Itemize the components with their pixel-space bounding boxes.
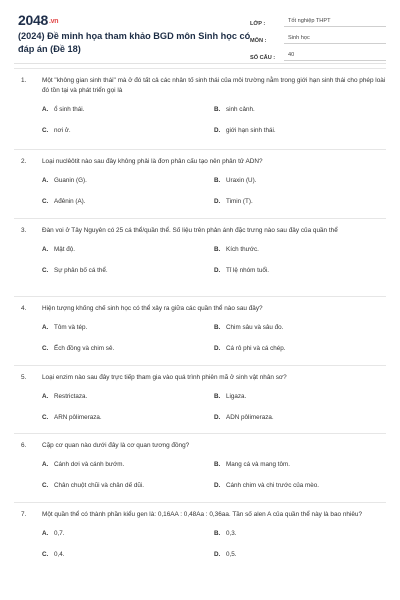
option-letter: C. <box>42 127 49 134</box>
option-text: Mang cá và mang tôm. <box>226 461 291 468</box>
option-text: Chim sâu và sâu đo. <box>226 324 284 331</box>
option-letter: D. <box>214 127 221 134</box>
option-letter: D. <box>214 482 221 489</box>
answer-option[interactable] <box>42 551 214 558</box>
answer-option[interactable] <box>214 267 386 274</box>
option-text: ARN pôlimeraza. <box>54 414 102 421</box>
option-letter: A. <box>42 177 49 184</box>
question-item <box>14 441 386 489</box>
question-item <box>14 373 386 421</box>
meta-value: 40 <box>284 52 386 61</box>
question-text <box>14 226 386 236</box>
answer-option[interactable] <box>214 324 386 331</box>
option-text: 0,3. <box>226 530 237 537</box>
exam-meta <box>250 12 386 63</box>
option-text: Uraxin (U). <box>226 177 257 184</box>
answer-option[interactable] <box>214 106 386 113</box>
answer-option[interactable] <box>42 393 214 400</box>
meta-value: Tốt nghiệp THPT <box>284 18 386 27</box>
question-number: 2. <box>21 158 27 165</box>
question-divider <box>14 218 386 219</box>
answer-option[interactable] <box>42 267 214 274</box>
answer-option[interactable] <box>214 414 386 421</box>
answer-option[interactable] <box>42 530 214 537</box>
answer-options <box>14 246 386 274</box>
option-letter: C. <box>42 482 49 489</box>
question-body: Loại nuclêôtit nào sau đây không phải là đơn phân cấu tạo nên phân tử ADN? <box>42 158 263 165</box>
answer-option[interactable] <box>214 551 386 558</box>
question-divider <box>14 296 386 297</box>
question-divider <box>14 149 386 150</box>
option-text: nơi ở. <box>54 127 71 134</box>
answer-option[interactable] <box>214 530 386 537</box>
option-text: Tôm và tép. <box>54 324 88 331</box>
answer-option[interactable] <box>214 393 386 400</box>
page-title: (2024) Đề minh họa tham khảo BGD môn Sinh học có đáp án (Đề 18) <box>18 31 251 54</box>
answer-option[interactable] <box>42 324 214 331</box>
option-text: Guanin (G). <box>54 177 87 184</box>
option-text: Cánh dơi và cánh bướm. <box>54 461 125 468</box>
option-text: Ếch đồng và chim sẻ. <box>54 345 115 352</box>
question-divider <box>14 365 386 366</box>
answer-option[interactable] <box>214 177 386 184</box>
option-text: Timin (T). <box>226 198 253 205</box>
question-body: Đàn voi ở Tây Nguyên có 25 cá thể/quần thể. Số liệu trên phản ánh đặc trưng nào sau đây của quần thể <box>42 227 338 234</box>
option-letter: A. <box>42 461 49 468</box>
answer-option[interactable] <box>214 198 386 205</box>
option-text: Mật độ. <box>54 246 75 253</box>
question-body: Một quần thể có thành phần kiểu gen là: 0,16AA : 0,48Aa : 0,36aa. Tần số alen A của quần thể này là bao nhiêu? <box>42 511 363 518</box>
option-letter: D. <box>214 198 221 205</box>
question-body: Hiện tượng khống chế sinh học có thể xảy ra giữa các quần thể nào sau đây? <box>42 305 263 312</box>
option-letter: B. <box>214 177 221 184</box>
question-text <box>14 441 386 451</box>
option-letter: B. <box>214 246 221 253</box>
question-item <box>14 76 386 134</box>
answer-option[interactable] <box>214 127 386 134</box>
option-text: ổ sinh thái. <box>54 106 85 113</box>
option-letter: D. <box>214 345 221 352</box>
answer-option[interactable] <box>42 127 214 134</box>
question-number: 1. <box>21 77 27 84</box>
question-body: Loại enzim nào sau đây trực tiếp tham gia vào quá trình phiên mã ở sinh vật nhân sơ? <box>42 374 287 381</box>
answer-option[interactable] <box>214 246 386 253</box>
meta-value: Sinh học <box>284 35 386 44</box>
option-text: sinh cảnh. <box>226 106 255 113</box>
answer-option[interactable] <box>42 482 214 489</box>
option-letter: B. <box>214 461 221 468</box>
answer-options <box>14 530 386 558</box>
answer-options <box>14 324 386 352</box>
question-body: Cặp cơ quan nào dưới đây là cơ quan tương đồng? <box>42 442 190 449</box>
question-text <box>14 304 386 314</box>
option-text: ADN pôlimeraza. <box>226 414 274 421</box>
answer-options <box>14 177 386 205</box>
question-item <box>14 226 386 274</box>
answer-option[interactable] <box>42 246 214 253</box>
option-text: Restrictaza. <box>54 393 88 400</box>
question-text <box>14 373 386 383</box>
option-text: Cánh chim và chi trước của mèo. <box>226 482 320 489</box>
option-letter: C. <box>42 267 49 274</box>
answer-option[interactable] <box>42 106 214 113</box>
option-text: 0,5. <box>226 551 237 558</box>
option-letter: B. <box>214 530 221 537</box>
question-number: 4. <box>21 305 27 312</box>
question-item <box>14 304 386 352</box>
question-number: 5. <box>21 374 27 381</box>
question-text <box>14 510 386 520</box>
question-text <box>14 76 386 96</box>
logo-text: 2048 <box>18 12 48 28</box>
option-letter: C. <box>42 345 49 352</box>
meta-row-class <box>250 12 386 27</box>
option-text: Kích thước. <box>226 246 259 253</box>
answer-options <box>14 106 386 134</box>
meta-label: LỚP : <box>250 21 266 27</box>
option-letter: D. <box>214 414 221 421</box>
question-body: Một "không gian sinh thái" mà ở đó tất cả các nhân tố sinh thái của môi trường nằm trong giới hạn sinh thái cho phép loài đó tồn tại và phát triển gọi là <box>42 77 386 94</box>
site-logo[interactable] <box>18 12 58 28</box>
option-letter: C. <box>42 551 49 558</box>
question-divider <box>14 502 386 503</box>
option-letter: D. <box>214 551 221 558</box>
answer-option[interactable] <box>214 482 386 489</box>
option-text: 0,4. <box>54 551 65 558</box>
option-text: Tỉ lệ nhóm tuổi. <box>226 267 270 274</box>
option-letter: C. <box>42 198 49 205</box>
option-text: Cá rô phi và cá chép. <box>226 345 286 352</box>
question-number: 6. <box>21 442 27 449</box>
option-letter: C. <box>42 414 49 421</box>
question-item <box>14 510 386 558</box>
meta-label: SỐ CÂU : <box>250 55 276 61</box>
question-number: 3. <box>21 227 27 234</box>
option-text: giới hạn sinh thái. <box>226 127 276 134</box>
option-letter: B. <box>214 393 221 400</box>
answer-option[interactable] <box>42 198 214 205</box>
answer-option[interactable] <box>42 414 214 421</box>
option-letter: A. <box>42 530 49 537</box>
option-letter: A. <box>42 106 49 113</box>
meta-label: MÔN : <box>250 38 267 44</box>
option-text: Chân chuột chũi và chân dế dũi. <box>54 482 144 489</box>
question-number: 7. <box>21 511 27 518</box>
answer-option[interactable] <box>42 345 214 352</box>
option-letter: B. <box>214 324 221 331</box>
option-letter: A. <box>42 324 49 331</box>
option-text: Ligaza. <box>226 393 247 400</box>
option-text: Ađênin (A). <box>54 198 86 205</box>
question-item <box>14 157 386 205</box>
question-divider <box>14 68 386 69</box>
answer-options <box>14 393 386 421</box>
option-letter: A. <box>42 393 49 400</box>
meta-row-subject <box>250 29 386 44</box>
meta-row-count <box>250 46 386 61</box>
answer-option[interactable] <box>42 461 214 468</box>
header <box>14 0 386 64</box>
answer-option[interactable] <box>42 177 214 184</box>
question-divider <box>14 433 386 434</box>
option-text: 0,7. <box>54 530 65 537</box>
answer-option[interactable] <box>214 461 386 468</box>
option-letter: B. <box>214 106 221 113</box>
option-letter: A. <box>42 246 49 253</box>
answer-options <box>14 461 386 489</box>
option-letter: D. <box>214 267 221 274</box>
option-text: Sự phân bố cá thể. <box>54 267 108 274</box>
logo-suffix: .vn <box>48 18 59 25</box>
answer-option[interactable] <box>214 345 386 352</box>
question-text <box>14 157 386 167</box>
